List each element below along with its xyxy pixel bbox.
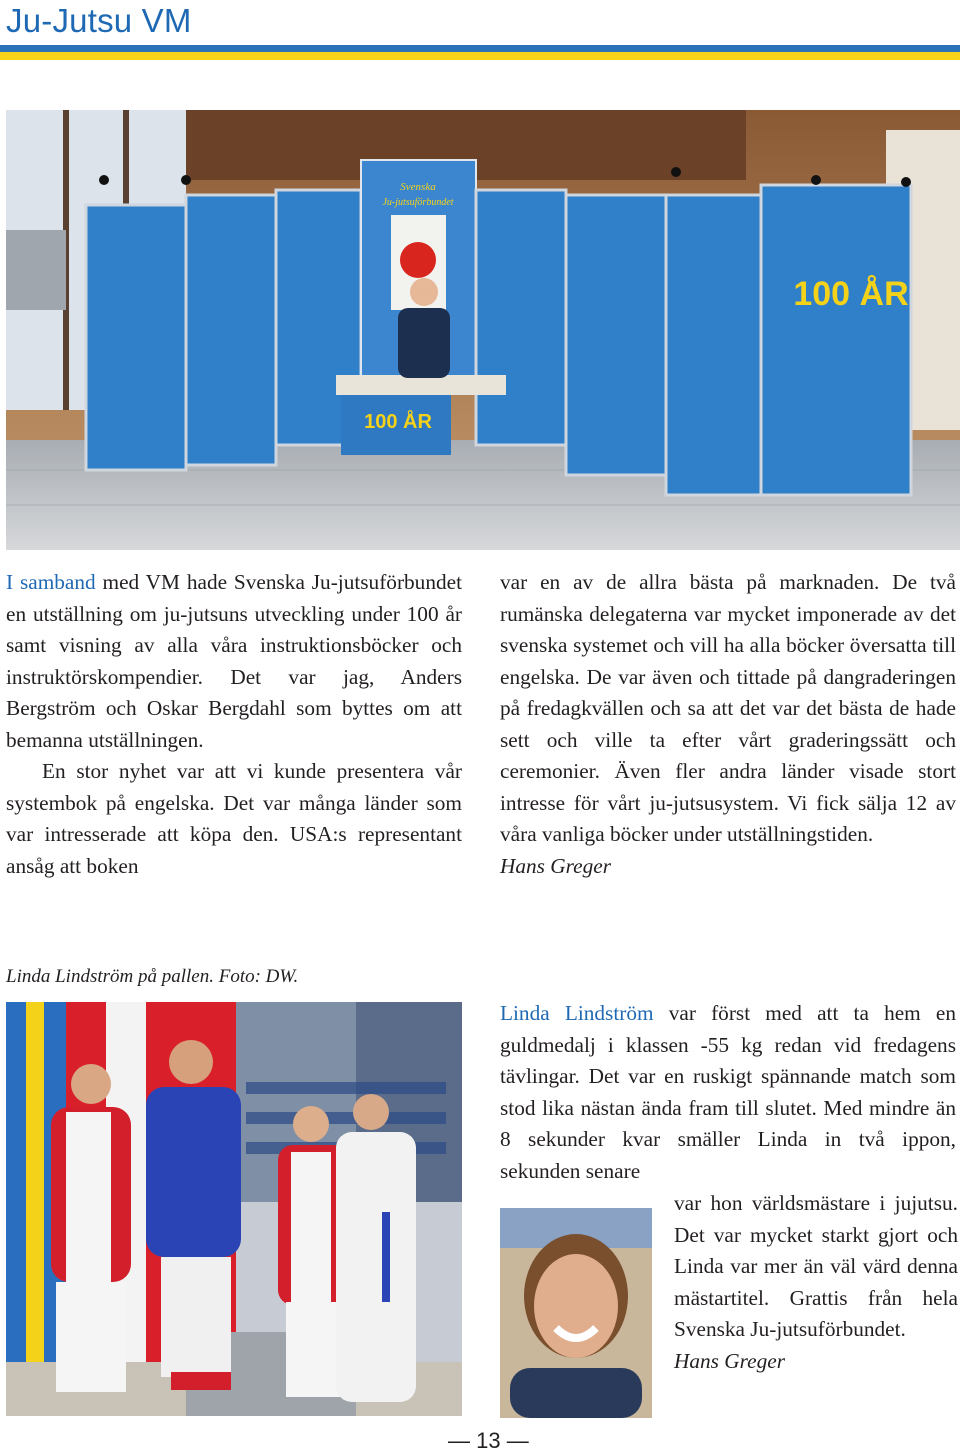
header-rule-yellow [0,52,960,60]
svg-text:100 ÅR: 100 ÅR [793,275,909,313]
svg-text:Ju-jutsuförbundet: Ju-jutsuförbundet [382,197,454,208]
svg-text:Svenska: Svenska [400,181,436,193]
svg-text:100 ÅR: 100 ÅR [364,411,432,433]
article2-paragraph-side: var hon världsmästare i jujutsu. Det var mycket starkt gjort och Linda var mer än väl värd denna mästartitel. Grattis från hela Svenska Ju-jutsuförbundet. [674,1191,958,1341]
article1-paragraph2-continued: var en av de allra bästa på marknaden. De två rumänska delegaterna var mycket imponerade av det svenska systemet och vill ha alla böcker översatta till engelska. De var även och tittade på dangraderingen på fredagkvällen och sa att det var det bästa de hade sett och ville ta efter vårt graderingssätt och ceremonier. Även fler andra länder visade stort intresse för vårt ju-jutsusystem. Vi fick sälja 12 av våra vanliga böcker under utställningstiden. [500,570,956,846]
podium-photo-caption: Linda Lindström på pallen. Foto: DW. [6,966,299,987]
article2-top [500,998,956,1187]
article1-paragraph1: med VM hade Svenska Ju-jutsuförbundet en utställning om ju-jutsuns utveckling under 100 år samt visning av alla våra instruktionsböcker och instruktörskompendier. Det var jag, Anders Bergström och Oskar Bergdahl som byttes om att bemanna utställningen. [6,570,463,752]
article1-lead: I samband [6,570,96,594]
exhibition-photo [6,110,960,550]
article2-signature: Hans Greger [674,1348,786,1373]
article1-signature: Hans Greger [500,853,612,878]
page-number: — 13 — [448,1428,529,1453]
article2-side [674,1188,958,1377]
article1-right-column [500,567,956,882]
page-title: Ju-Jutsu VM [6,2,192,39]
article2-paragraph-top: var först med att ta hem en guldmedalj i klassen -55 kg redan vid fredagens tävlingar. Det var en ruskigt spännande match som stod lika nästan ända fram till slutet. Med mindre än 8 sekunder kvar smäller Linda in två ippon, sekunden senare [500,1001,957,1183]
article1-paragraph2: En stor nyhet var att vi kunde presentera vår systembok på engelska. Det var många länder som var intresserade att köpa den. USA:s representant ansåg att boken [6,759,462,878]
podium-photo [6,1002,462,1416]
header-rule-blue [0,45,960,52]
linda-portrait-photo [500,1208,652,1418]
article1-left-column [6,567,462,882]
article2-lead: Linda Lindström [500,1001,654,1025]
